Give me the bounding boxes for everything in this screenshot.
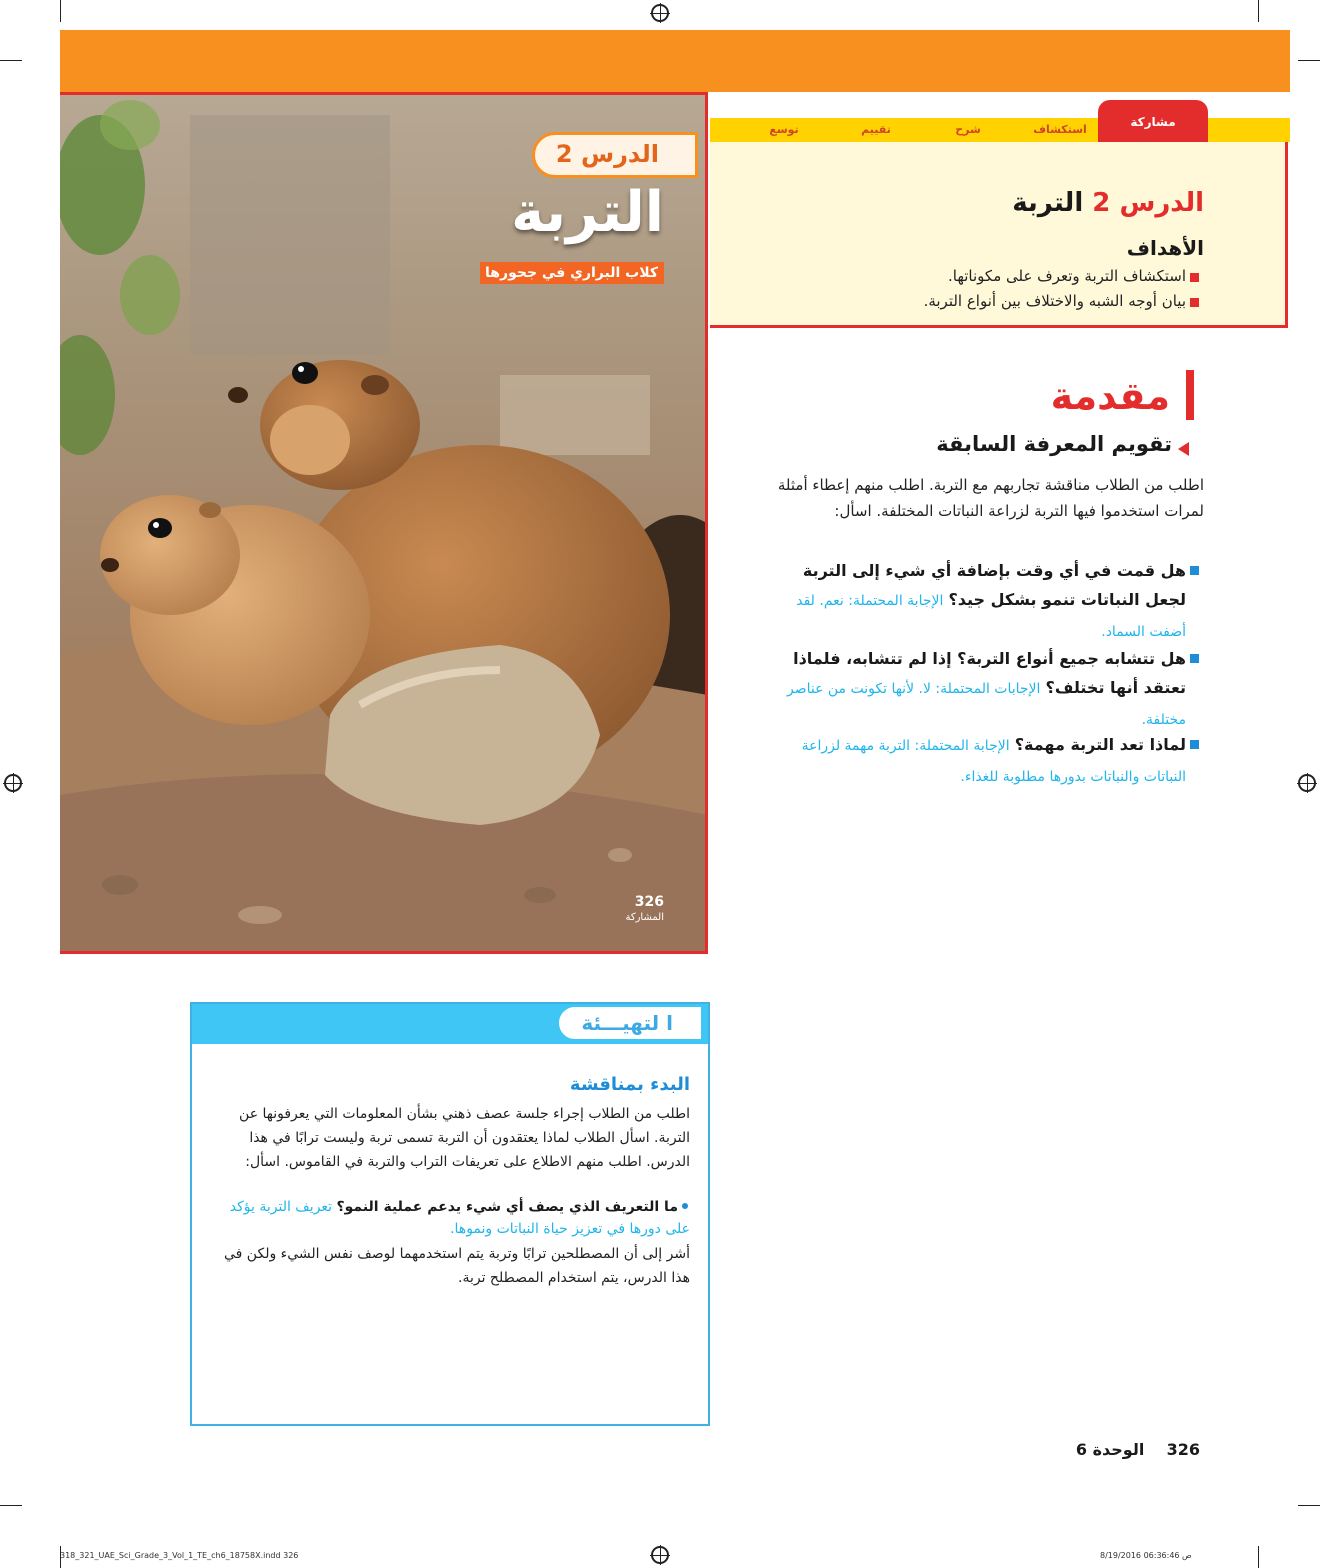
bullet-square-icon: [1190, 654, 1199, 663]
footer-page-number: 326: [1166, 1440, 1200, 1459]
prior-knowledge-heading: تقويم المعرفة السابقة: [936, 432, 1172, 456]
crop-mark: [0, 60, 22, 61]
question-item: [760, 644, 1186, 735]
question-item: [760, 730, 1186, 792]
triangle-left-icon: [1178, 442, 1189, 456]
photo-caption: كلاب البراري في جحورها: [480, 262, 664, 284]
engage-note: أشر إلى أن المصطلحين ترابًا وتربة يتم استخدمهما لوصف نفس الشيء ولكن في هذا الدرس، يتم استخدام المصطلح تربة.: [224, 1246, 690, 1286]
objective-item: بيان أوجه الشبه والاختلاف بين أنواع التربة.: [923, 292, 1186, 310]
engage-heading: البدء بمناقشة: [569, 1074, 690, 1095]
question-text: لماذا تعد التربة مهمة؟: [1014, 735, 1186, 754]
answer-text: الإجابات المحتملة: لا. لأنها تكونت من عناصر مختلفة.: [786, 681, 1186, 728]
answer-text: الإجابة المحتملة: التربة مهمة لزراعة النباتات والنباتات بدورها مطلوبة للغذاء.: [801, 738, 1186, 785]
tab-engage-active[interactable]: مشاركة: [1098, 100, 1208, 144]
answer-text: تعريف التربة يؤكد على دورها في تعزيز حياة النباتات ونموها.: [229, 1199, 690, 1237]
lesson-tab-label: الدرس 2: [555, 140, 659, 168]
bullet-square-icon: [1190, 298, 1199, 307]
page-footer: [1020, 1440, 1200, 1459]
footer-unit: الوحدة 6: [1075, 1440, 1145, 1459]
photo-title: التربة: [511, 180, 664, 245]
crop-mark: [1298, 60, 1320, 61]
engage-tab: [556, 1004, 704, 1042]
tab-explain[interactable]: شرح: [955, 123, 981, 136]
registration-mark-icon: [1298, 774, 1316, 792]
footer-file-slug: 318_321_UAE_Sci_Grade_3_Vol_1_TE_ch6_18758X.indd 326: [60, 1551, 299, 1560]
intro-title: مقدمة: [1050, 374, 1170, 418]
engage-tab-label: ا لتهيـــئة: [581, 1011, 673, 1035]
lesson-tab: [532, 132, 698, 178]
crop-mark: [0, 1505, 22, 1506]
engage-text: اطلب من الطلاب إجراء جلسة عصف ذهني بشأن المعلومات التي يعرفونها عن التربة. اسأل الطلاب لماذا يعتقدون أن التربة تسمى تربة وليست ترابًا في هذا الدرس. اطلب منهم الاطلاع على تعريفات التراب والتربة في القاموس. اسأل:: [239, 1106, 690, 1170]
intro-accent-bar: [1186, 370, 1194, 420]
objectives-heading: الأهداف: [1126, 236, 1204, 260]
answer-text: الإجابة المحتملة: نعم. لقد أضفت السماد.: [796, 593, 1186, 640]
photo-page-number: 326: [634, 894, 664, 910]
registration-mark-icon: [651, 4, 669, 22]
registration-mark-icon: [651, 1546, 669, 1564]
question-text: هل قمت في أي وقت بإضافة أي شيء إلى التربة لجعل النباتات تنمو بشكل جيد؟: [802, 561, 1186, 609]
question-item: [760, 556, 1186, 647]
tab-extend[interactable]: توسع: [769, 123, 799, 136]
top-band: [60, 30, 1290, 92]
question-text: ما التعريف الذي يصف أي شيء يدعم عملية النمو؟: [336, 1199, 678, 1215]
registration-mark-icon: [4, 774, 22, 792]
bullet-square-icon: [1190, 566, 1199, 575]
bullet-square-icon: [1190, 740, 1199, 749]
lesson-heading: [740, 188, 1204, 218]
bullet-square-icon: [1190, 273, 1199, 282]
crop-mark: [1258, 0, 1259, 22]
lesson-title: التربة: [1012, 188, 1084, 218]
prior-knowledge-text: اطلب من الطلاب مناقشة تجاربهم مع التربة. اطلب منهم إعطاء أمثلة لمرات استخدموا فيها التربة لزراعة النباتات المختلفة. اسأل:: [777, 476, 1204, 520]
objective-item: استكشاف التربة وتعرف على مكوناتها.: [947, 267, 1186, 285]
photo-page-label: المشاركة: [625, 912, 664, 923]
crop-mark: [60, 0, 61, 22]
lesson-label: الدرس: [1119, 188, 1204, 218]
footer-timestamp: 8/19/2016 06:36:46 ص: [1100, 1551, 1192, 1560]
tab-explore[interactable]: استكشاف: [1033, 123, 1087, 136]
tab-evaluate[interactable]: تقييم: [861, 123, 891, 136]
engage-question: [220, 1196, 690, 1240]
question-text: هل تتشابه جميع أنواع التربة؟ إذا لم تتشابه، فلماذا تعتقد أنها تختلف؟: [793, 649, 1186, 697]
lesson-number: 2: [1092, 188, 1111, 218]
crop-mark: [1298, 1505, 1320, 1506]
